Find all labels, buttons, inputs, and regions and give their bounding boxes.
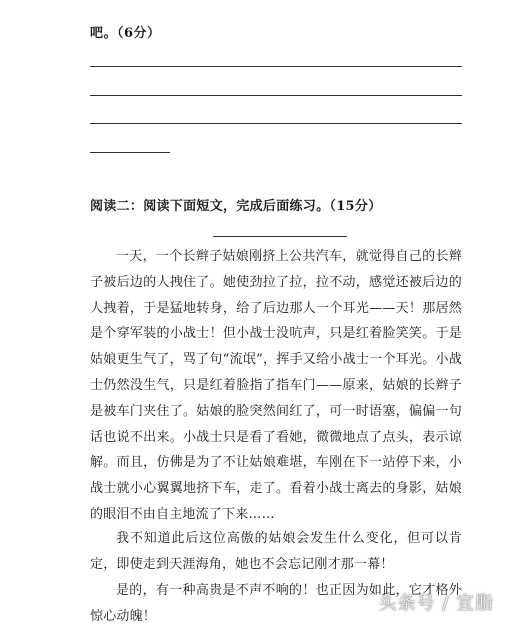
paragraph-text: 是的，有一种高贵是不声不响的！也正因为如此，它才格外惊心动魄！: [90, 583, 462, 624]
story-paragraph-2: [90, 526, 462, 578]
section-heading: 阅读二：阅读下面短文，完成后面练习。（15分）: [90, 199, 382, 214]
watermark: 头条号 / 宣脂: [378, 593, 494, 614]
paragraph-text: 一天，一个长辫子姑娘刚挤上公共汽车，就觉得自己的长辫子被后边的人拽住了。她使劲拉了拉，拉不动，感觉还被后边的人拽着，于是猛地转身，给了后边那人一个耳光——天！那居然是个穿军装的小战士！但小战士没吭声，只是红着脸笑笑。于是姑娘更生气了，骂了句“流氓”，挥手又给小战士一个耳光。小战士仍然没生气，只是红着脸指了指车门——原来，姑娘的长辫子是被车门夹住了。姑娘的脸突然间红了，可一时语塞，偏偏一句话也说不出来。小战士只是看了看她，微微地点了点头，表示谅解。而且，仿佛是为了不让姑娘难堪，车刚在下一站停下来，小战士就小心翼翼地挤下车，走了。看着小战士离去的身影，姑娘的眼泪不由自主地流了下来……: [90, 249, 462, 522]
answer-line-4: [90, 152, 170, 153]
story-paragraph-1: [90, 244, 462, 528]
paragraph-text: 我不知道此后这位高傲的姑娘会发生什么变化，但可以肯定，即使走到天涯海角，她也不会忘记刚才那一幕！: [90, 531, 462, 572]
previous-question-fragment: 吧。（6分）: [90, 26, 161, 41]
answer-line-2: [90, 95, 462, 96]
answer-line-1: [90, 66, 462, 67]
answer-line-3: [90, 123, 462, 124]
title-blank-line: [213, 236, 347, 237]
